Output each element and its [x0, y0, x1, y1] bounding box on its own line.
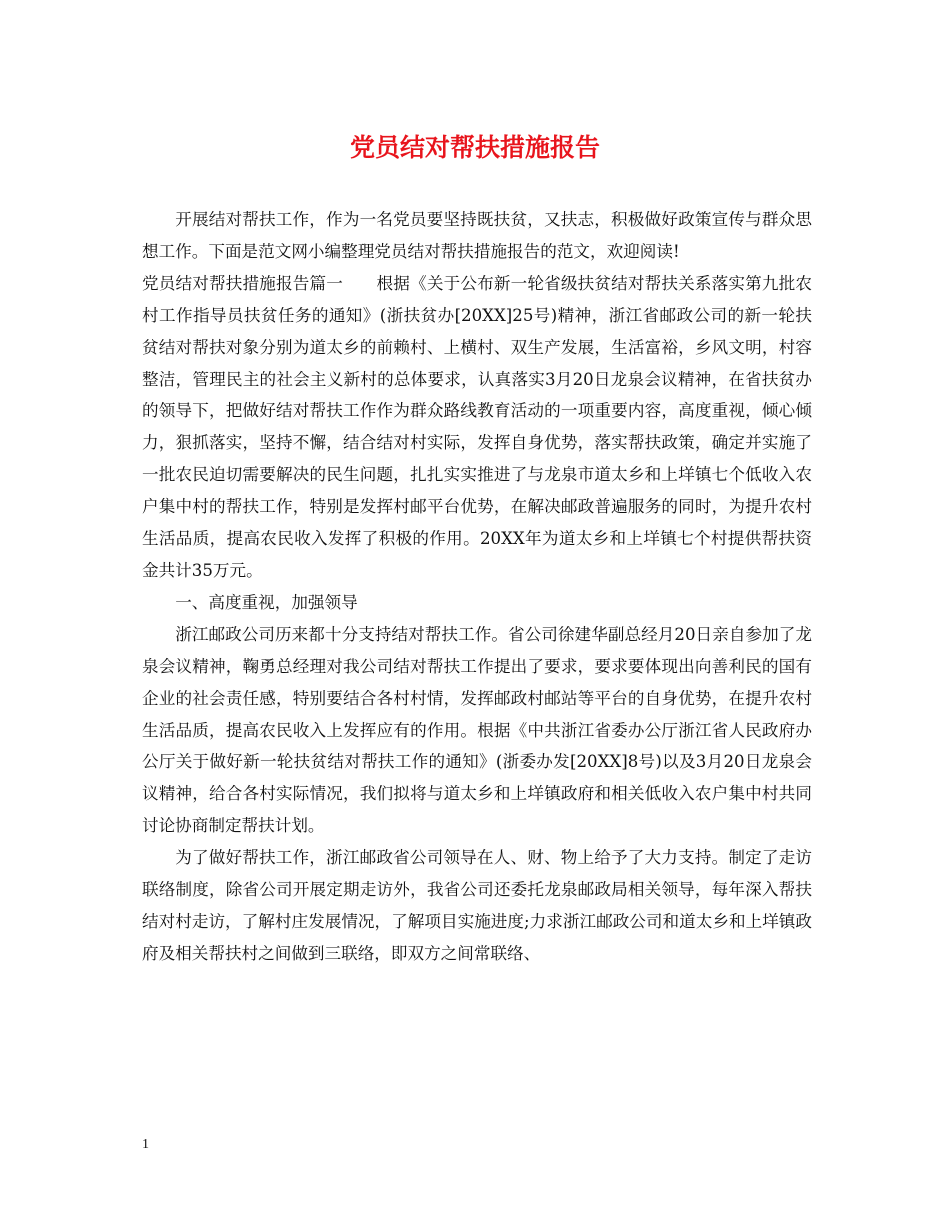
paragraph-support: 为了做好帮扶工作，浙江邮政省公司领导在人、财、物上给予了大力支持。制定了走访联络制度，除省公司开展定期走访外，我省公司还委托龙泉邮政局相关领导，每年深入帮扶结对村走访，了解村庄发展情况，了解项目实施进度;力求浙江邮政公司和道太乡和上垟镇政府及相关帮扶村之间做到三联络，即双方之间常联络、	[142, 848, 812, 963]
document-body	[142, 204, 812, 970]
paragraph-part-one: 党员结对帮扶措施报告篇一 根据《关于公布新一轮省级扶贫结对帮扶关系落实第九批农村工作指导员扶贫任务的通知》(浙扶贫办[20XX]25号)精神，浙江省邮政公司的新一轮扶贫结对帮扶对象分别为道太乡的前赖村、上横村、双生产发展，生活富裕，乡风文明，村容整洁，管理民主的社会主义新村的总体要求，认真落实3月20日龙泉会议精神，在省扶贫办的领导下，把做好结对帮扶工作作为群众路线教育活动的一项重要内容，高度重视，倾心倾力，狠抓落实，坚持不懈，结合结对村实际，发挥自身优势，落实帮扶政策，确定并实施了一批农民迫切需要解决的民生问题，扎扎实实推进了与龙泉市道太乡和上垟镇七个低收入农户集中村的帮扶工作，特别是发挥村邮平台优势，在解决邮政普遍服务的同时，为提升农村生活品质，提高农民收入发挥了积极的作用。20XX年为道太乡和上垟镇七个村提供帮扶资金共计35万元。	[142, 273, 812, 580]
document-title: 党员结对帮扶措施报告	[349, 133, 600, 162]
paragraph-intro: 开展结对帮扶工作，作为一名党员要坚持既扶贫，又扶志，积极做好政策宣传与群众思想工作。下面是范文网小编整理党员结对帮扶措施报告的范文，欢迎阅读!	[142, 210, 812, 261]
paragraph-section-1: 浙江邮政公司历来都十分支持结对帮扶工作。省公司徐建华副总经月20日亲自参加了龙泉会议精神，鞠勇总经理对我公司结对帮扶工作提出了要求，要求要体现出向善利民的国有企业的社会责任感，特别要结合各村村情，发挥邮政村邮站等平台的自身优势，在提升农村生活品质，提高农民收入上发挥应有的作用。根据《中共浙江省委办公厅浙江省人民政府办公厅关于做好新一轮扶贫结对帮扶工作的通知》(浙委办发[20XX]8号)以及3月20日龙泉会议精神，给合各村实际情况，我们拟将与道太乡和上垟镇政府和相关低收入农户集中村共同讨论协商制定帮扶计划。	[142, 624, 812, 836]
page-number: 1	[142, 1137, 149, 1152]
section-heading-1: 一、高度重视，加强领导	[175, 592, 358, 612]
